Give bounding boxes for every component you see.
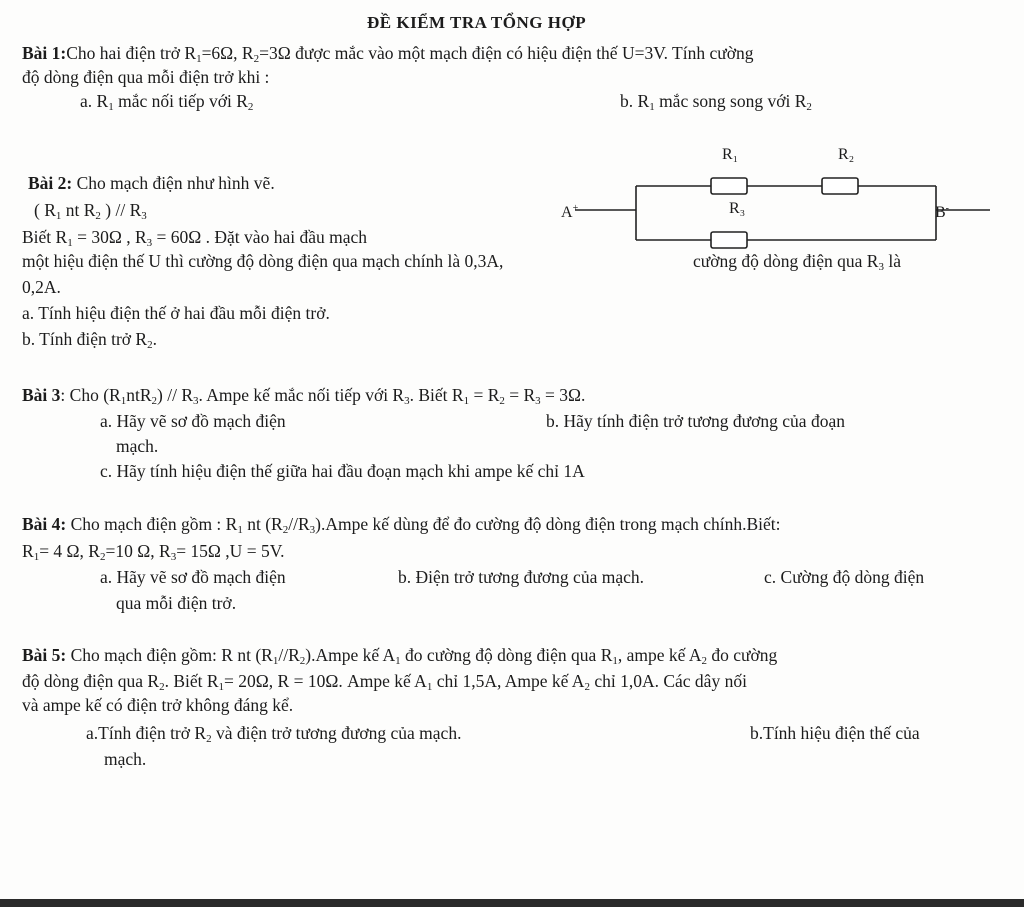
resistor-r2: [822, 178, 858, 194]
sub: 2: [282, 524, 289, 536]
sub: 1: [33, 551, 40, 563]
sub: 2: [499, 395, 505, 407]
sub: 2: [253, 53, 260, 65]
text: ).Ampe kế A: [305, 645, 396, 665]
sub: 1: [218, 681, 225, 693]
bai5-question-b: b.Tính hiệu điện thế của: [750, 723, 920, 743]
circuit-label-r3: R₃: [729, 200, 746, 217]
text: ( R: [34, 200, 56, 220]
sub: 2: [100, 551, 106, 563]
bai1-text: Cho hai điện trở R: [66, 43, 197, 63]
text: a. R: [80, 91, 109, 111]
text: //R: [288, 514, 310, 534]
bai3-question-b-cont: mạch.: [116, 436, 159, 456]
bai2-question-a: a. Tính hiệu điện thế ở hai đầu mỗi điện trở.: [22, 303, 330, 323]
text: chỉ 1,0A. Các dây nối: [589, 671, 747, 691]
bai1-label: Bài 1:: [22, 43, 67, 63]
bai4-line2: [22, 540, 284, 562]
text: = 60Ω . Đặt vào hai đầu mạch: [152, 227, 367, 247]
sub: 3: [170, 551, 177, 563]
node-a-text: A: [561, 204, 573, 221]
text: = 3Ω.: [540, 385, 586, 405]
sub: 3: [878, 261, 884, 273]
text: mắc nối tiếp với R: [113, 91, 248, 111]
text: một hiệu điện thế U thì cường độ dòng điện qua mạch chính là 0,3A,: [22, 251, 504, 271]
bai5-line2: [22, 670, 747, 692]
text: . Biết R: [164, 671, 219, 691]
sub: 1: [120, 395, 127, 407]
sub: 1: [196, 53, 202, 65]
bai2-label: Bài 2:: [28, 173, 73, 193]
sub: 2: [806, 101, 812, 113]
resistor-r1: [711, 178, 747, 194]
bai5-question-a: [86, 722, 461, 744]
bai4-question-c: c. Cường độ dòng điện: [764, 567, 925, 587]
text: và điện trở tương đương của mạch.: [211, 723, 462, 743]
page-title: ĐỀ KIỂM TRA TỔNG HỢP: [367, 13, 587, 32]
bottom-bar: [0, 899, 1024, 907]
bai4-question-c-cont: qua mỗi điện trở.: [116, 593, 237, 613]
sub: 2: [151, 395, 158, 407]
text: .: [152, 329, 157, 349]
sub: 2: [584, 681, 590, 693]
text: = 20Ω, R = 10Ω. Ampe kế A: [224, 671, 427, 691]
sub: 1: [426, 681, 433, 693]
sub: 3: [141, 210, 147, 222]
text: b. Tính điện trở R: [22, 329, 148, 349]
sub: 1: [108, 101, 114, 113]
bai5-label: Bài 5:: [22, 645, 67, 665]
circuit-label-r1: R₁: [722, 146, 739, 163]
sub: 1: [55, 210, 62, 222]
bai3-question-a: a. Hãy vẽ sơ đồ mạch điện: [100, 411, 286, 431]
sub: 2: [701, 655, 707, 667]
text: b. R: [620, 91, 650, 111]
bai3-question-c: c. Hãy tính hiệu điện thế giữa hai đầu đoạn mạch khi ampe kế chỉ 1A: [100, 461, 585, 481]
sub: 3: [146, 237, 153, 249]
text: đo cường độ dòng điện qua R: [400, 645, 613, 665]
bai4-question-b: b. Điện trở tương đương của mạch.: [398, 567, 644, 587]
text: = 15Ω ,U = 5V.: [176, 541, 285, 561]
text: là: [883, 251, 901, 271]
circuit-node-b: [935, 200, 949, 222]
sub: 3: [309, 524, 316, 536]
text: nt (R: [242, 514, 283, 534]
bai3-label: Bài 3: [22, 385, 61, 405]
text: = R: [504, 385, 536, 405]
sub: 2: [206, 733, 212, 745]
sub: 2: [95, 210, 101, 222]
text: Cho mạch điện như hình vẽ.: [72, 173, 275, 193]
circuit-node-a: [561, 200, 578, 222]
sub: 2: [159, 681, 165, 693]
sub: 1: [612, 655, 618, 667]
text: ) // R: [157, 385, 193, 405]
bai4-line1: [22, 513, 781, 535]
text: . Ampe kế mắc nối tiếp với R: [198, 385, 405, 405]
sub: 1: [67, 237, 73, 249]
minus-sign: -: [945, 203, 950, 214]
sub: 2: [247, 101, 254, 113]
bai1-text: =3Ω được mắc vào một mạch điện có hiệu điện thế U=3V. Tính cường: [259, 43, 754, 63]
resistor-r3: [711, 232, 747, 248]
text: a.Tính điện trở R: [86, 723, 207, 743]
text: . Biết R: [409, 385, 464, 405]
bai5-line3: và ampe kế có điện trở không đáng kể.: [22, 695, 294, 715]
sub: 1: [463, 395, 470, 407]
bai1-line2: độ dòng điện qua mỗi điện trở khi :: [22, 67, 270, 87]
text: ntR: [126, 385, 152, 405]
text: =10 Ω, R: [105, 541, 171, 561]
text: độ dòng điện qua R: [22, 671, 160, 691]
text: Cho mạch điện gồm: R nt (R: [66, 645, 273, 665]
node-b-text: B: [935, 204, 946, 221]
bai3-line1: [22, 384, 585, 406]
text: = 4 Ω, R: [39, 541, 100, 561]
bai5-line1: [22, 644, 777, 666]
text: nt R: [61, 200, 96, 220]
sub: 1: [395, 655, 401, 667]
sub: 2: [147, 339, 153, 351]
sub: 2: [299, 655, 306, 667]
sub: 1: [237, 524, 243, 536]
sub: 1: [272, 655, 279, 667]
text: cường độ dòng điện qua R: [693, 251, 879, 271]
sub: 3: [193, 395, 199, 407]
sub: 3: [535, 395, 541, 407]
text: = R: [469, 385, 500, 405]
sub: 1: [649, 101, 655, 113]
plus-sign: +: [572, 203, 579, 214]
text: chỉ 1,5A, Ampe kế A: [432, 671, 585, 691]
bai2-line5: 0,2A.: [22, 277, 61, 297]
text: Cho mạch điện gồm : R: [66, 514, 238, 534]
sub: 3: [404, 395, 410, 407]
bai4-question-a: a. Hãy vẽ sơ đồ mạch điện: [100, 567, 286, 587]
text: , ampe kế A: [617, 645, 702, 665]
text: đo cường: [706, 645, 778, 665]
text: ) // R: [100, 200, 142, 220]
text: = 30Ω , R: [72, 227, 147, 247]
bai1-text: =6Ω, R: [201, 43, 254, 63]
bai5-question-cont: mạch.: [104, 749, 147, 769]
text: //R: [278, 645, 300, 665]
text: mắc song song với R: [654, 91, 807, 111]
text: ).Ampe kế dùng để đo cường độ dòng điện trong mạch chính.Biết:: [315, 514, 781, 534]
bai3-question-b: b. Hãy tính điện trở tương đương của đoạn: [546, 411, 845, 431]
circuit-label-r2: R₂: [838, 146, 855, 163]
text: : Cho (R: [60, 385, 121, 405]
text: Biết R: [22, 227, 68, 247]
bai4-label: Bài 4:: [22, 514, 67, 534]
text: R: [22, 541, 34, 561]
